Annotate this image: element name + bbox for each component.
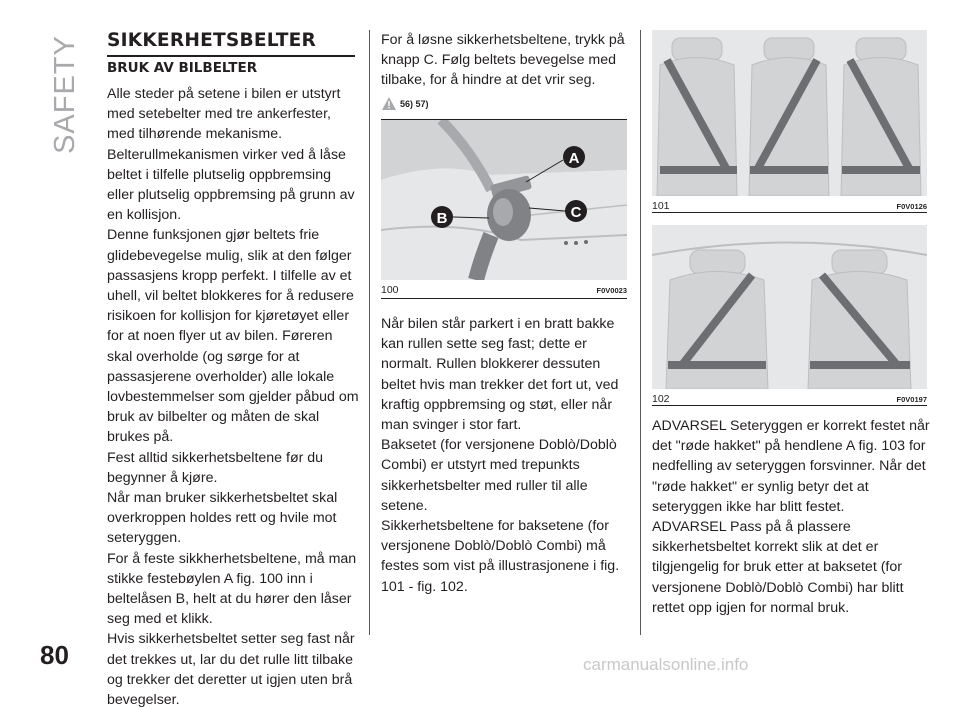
page-title: SIKKERHETSBELTER	[107, 30, 317, 51]
figure-code: F0V0197	[896, 395, 927, 404]
paragraph: Hvis sikkerhetsbeltet setter seg fast når det trekkes ut, lar du det rulle litt tilbake og trekker det deretter ut igjen uten brå bevegelser.	[107, 631, 355, 709]
label-c: C	[570, 204, 582, 221]
paragraph: Når man bruker sikkerhetsbeltet skal overkroppen holdes rett og hvile mot seteryggen.	[107, 490, 338, 547]
figure-number: 101	[652, 200, 670, 212]
warning-references: 56) 57)	[400, 99, 429, 109]
col1-body	[107, 84, 359, 710]
paragraph: Denne funksjonen gjør beltets frie glidebevegelse mulig, slik at den følger passasjens kropp perfekt. I tilfelle av et uhell, vil beltet blokkeres for å redusere risikoen for kollisjon for kjøretøyet eller for at noen flyer ut av bilen. Føreren skal overholde (og sørge for at passasjerene overholder) alle lokale lovbestemmelser som gjelder påbud om bruk av bilbelter og måten de skal brukes på.	[107, 227, 359, 446]
figure-code: F0V0023	[596, 286, 627, 295]
figure-code: F0V0126	[896, 202, 927, 211]
col3-body	[652, 416, 930, 618]
paragraph: Belterullmekanismen virker ved å låse beltet i tilfelle plutselig oppbremsing eller plutselig oppbremsing på grunn av en kollisjon.	[107, 146, 355, 224]
title-underline	[107, 55, 355, 57]
paragraph: Fest alltid sikkerhetsbeltene før du begynner å kjøre.	[107, 449, 324, 486]
column-divider-1	[369, 30, 370, 635]
page-number: 80	[40, 640, 69, 670]
paragraph: Baksetet (for versjonene Doblò/Doblò Combi) er utstyrt med trepunkts sikkerhetsbelter med ruller til alle setene.	[381, 437, 617, 514]
label-a: A	[568, 150, 580, 167]
paragraph: Alle steder på setene i bilen er utstyrt med setebelter med tre ankerfester, med tilhørende mekanisme.	[107, 86, 341, 143]
seatbelt-buckle-illustration	[381, 120, 627, 280]
col2-intro	[381, 30, 631, 91]
section-label	[20, 30, 81, 154]
column-divider-2	[640, 30, 641, 635]
paragraph: ADVARSEL Seteryggen er korrekt festet når det "røde hakket" på hendlene A fig. 103 for nedfelling av seteryggen forsvinner. Når det "røde hakket" er synlig betyr det at seteryggen ikke har blitt festet.	[652, 418, 930, 515]
rear-seatbelts-illustration-1	[652, 30, 927, 196]
figure-101	[652, 30, 927, 213]
section-subtitle: BRUK AV BILBELTER	[107, 60, 258, 76]
paragraph: Når bilen står parkert i en bratt bakke kan rullen sette seg fast; dette er normalt. Rullen blokkerer dessuten beltet hvis man trekker det fort ut, ved kraftig oppbremsing og støt, eller når man svinger i stor fart.	[381, 316, 619, 434]
figure-number: 102	[652, 393, 670, 405]
paragraph: For å feste sikkherhetsbeltene, må man stikke festebøylen A fig. 100 inn i beltelåsen B, helt at du hører den låser seg med et klikk.	[107, 550, 357, 628]
watermark: carmanualsonline.info	[583, 655, 749, 674]
rear-seatbelts-illustration-2	[652, 225, 927, 389]
col2-body	[381, 314, 631, 597]
paragraph: ADVARSEL Pass på å plassere sikkerhetsbeltet korrekt slik at det er tilgjengelig for bruk etter at baksetet (for versjonene Doblò/Doblò Combi) har blitt rettet opp igjen for normal bruk.	[652, 519, 904, 616]
warning-icon	[381, 96, 397, 112]
label-b: B	[436, 210, 448, 227]
paragraph: For å løsne sikkerhetsbeltene, trykk på knapp C. Følg beltets bevegelse med tilbake, for å hindre at det vrir seg.	[381, 32, 625, 89]
figure-number: 100	[381, 284, 399, 296]
paragraph: Sikkerhetsbeltene for baksetene (for versjonene Doblò/Doblò Combi) må festes som vist på illustrasjonene i fig. 101 - fig. 102.	[381, 518, 620, 595]
section-label-text: SAFETY	[48, 35, 81, 154]
figure-102	[652, 225, 927, 406]
figure-100	[381, 119, 627, 299]
